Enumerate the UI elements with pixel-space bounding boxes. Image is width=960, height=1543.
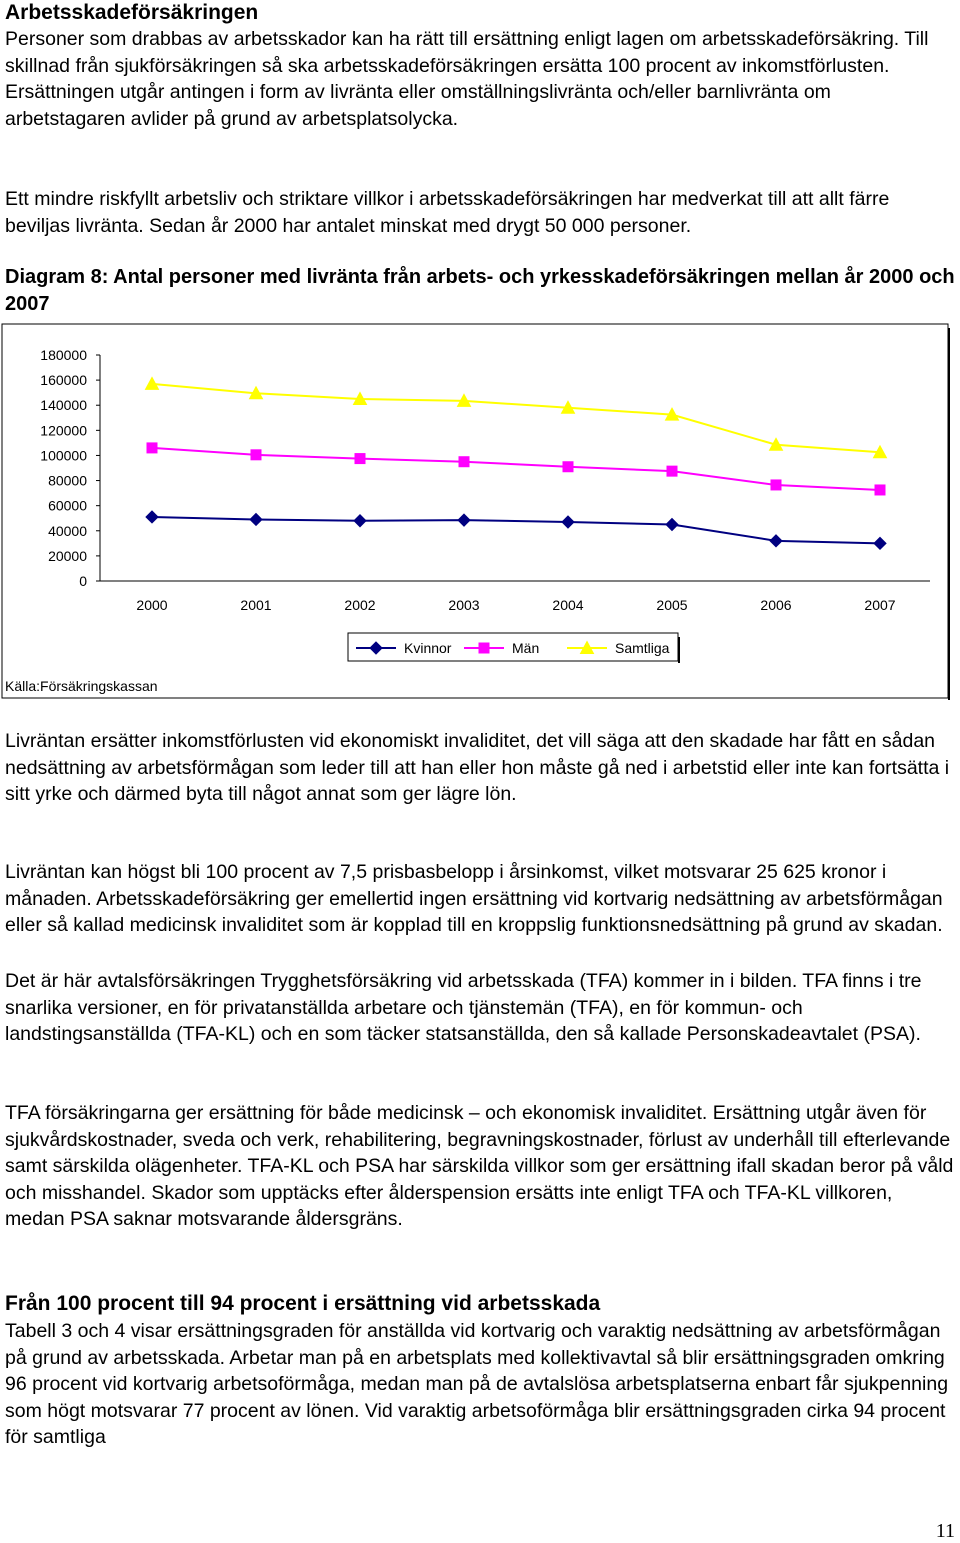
page-number: 11 — [935, 1520, 955, 1542]
legend-label: Samtliga — [615, 640, 670, 656]
paragraph-livranta: Livräntan ersätter inkomstförlusten vid ekonomiskt invaliditet, det vill säga att den skadade har fått en sådan nedsättning av arbetsförmågan som leder till att han eller hon måste gå ned i arbetstid eller inte kan fortsätta i sitt yrke och därmed byta till något annat som ger lägre lön. — [5, 730, 950, 805]
y-tick-label: 60000 — [48, 497, 87, 514]
data-point-man — [251, 449, 262, 460]
line-chart — [0, 322, 950, 702]
y-tick-label: 100000 — [40, 447, 87, 464]
data-point-man — [147, 442, 158, 453]
section-title: Arbetsskadeförsäkringen — [5, 1, 259, 24]
paragraph-tfa: Det är här avtalsförsäkringen Trygghetsförsäkring vid arbetsskada (TFA) kommer in i bilden. TFA finns i tre snarlika versioner, en för privatanställda arbetare och tjänstemän (TFA), en för kommun- och landstingsanställda (TFA-KL) och en som täcker statsanställda, den så kallade Personskadeavtalet (PSA). — [5, 970, 922, 1045]
data-point-man — [667, 466, 678, 477]
legend-label: Män — [512, 640, 540, 656]
data-point-man — [355, 453, 366, 464]
source-note: Källa:Försäkringskassan — [5, 678, 158, 694]
chart-frame-shadow-right — [948, 328, 950, 700]
subheading: Från 100 procent till 94 procent i ersättning vid arbetsskada — [5, 1292, 601, 1315]
paragraph-trend: Ett mindre riskfyllt arbetsliv och striktare villkor i arbetsskadeförsäkringen har medverkat till att allt färre beviljas livränta. Sedan år 2000 har antalet minskat med drygt 50 000 personer. — [5, 188, 890, 237]
x-tick-label: 2000 — [136, 597, 168, 613]
paragraph-max-livranta: Livräntan kan högst bli 100 procent av 7,5 prisbasbelopp i årsinkomst, vilket motsvarar 25 625 kronor i månaden. Arbetsskadeförsäkring ger emellertid ingen ersättning vid kortvarig nedsättning av arbetsförmågan eller så kallad medicinsk invaliditet som är kopplad till en kroppslig funktionsnedsättning på grund av skadan. — [5, 861, 943, 936]
x-tick-label: 2006 — [760, 597, 792, 613]
legend-shadow — [678, 637, 680, 663]
x-tick-label: 2007 — [864, 597, 896, 613]
y-tick-label: 120000 — [40, 422, 87, 439]
legend-marker — [479, 643, 490, 654]
legend-label: Kvinnor — [404, 640, 452, 656]
chart-heading: Diagram 8: Antal personer med livränta från arbets- och yrkesskadeförsäkringen mellan år 2000 och 2007 — [5, 266, 955, 315]
x-tick-label: 2002 — [344, 597, 376, 613]
y-tick-label: 20000 — [48, 547, 87, 564]
y-tick-label: 160000 — [40, 372, 87, 389]
x-tick-label: 2003 — [448, 597, 480, 613]
data-point-man — [459, 456, 470, 467]
data-point-man — [771, 479, 782, 490]
x-tick-label: 2005 — [656, 597, 688, 613]
y-tick-label: 0 — [79, 573, 87, 589]
y-tick-label: 140000 — [40, 397, 87, 414]
data-point-man — [875, 484, 886, 495]
data-point-man — [563, 461, 574, 472]
y-tick-label: 180000 — [40, 347, 87, 363]
paragraph-replacement-rate: Tabell 3 och 4 visar ersättningsgraden för anställda vid kortvarig och varaktig nedsättning av arbetsförmågan på grund av arbetsskada. Arbetar man på en arbetsplats med kollektivavtal så blir ersättningsgraden omkring 96 procent vid kortvarig arbetsoförmåga, medan man på de avtalslösa arbetsplatserna enbart får sjukpenning som högt motsvarar 77 procent av lönen. Vid varaktig arbetsoförmåga blir ersättningsgraden cirka 94 procent för samtliga — [5, 1320, 949, 1448]
x-tick-label: 2004 — [552, 597, 584, 613]
paragraph-tfa-benefits: TFA försäkringarna ger ersättning för både medicinsk – och ekonomisk invaliditet. Ersättning utgår även för sjukvårdskostnader, sveda och verk, rehabilitering, begravningskostnader, förlust av underhåll till efterlevande samt särskilda olägenheter. TFA-KL och PSA har särskilda villkor som ger ersättning ifall skadan beror på våld och misshandel. Skador som upptäcks efter ålderspension ersätts inte enligt TFA och TFA-KL villkoren, medan PSA saknar motsvarande åldersgräns. — [5, 1102, 954, 1230]
y-tick-label: 80000 — [48, 472, 87, 489]
intro-paragraph: Personer som drabbas av arbetsskador kan ha rätt till ersättning enligt lagen om arbetsskadeförsäkring. Till skillnad från sjukförsäkringen så ska arbetsskadeförsäkringen ersätta 100 procent av inkomstförlusten. Ersättningen utgår antingen i form av livränta eller omställningslivränta och/eller barnlivränta om arbetstagaren avlider på grund av arbetsplatsolycka. — [5, 28, 929, 130]
x-tick-label: 2001 — [240, 597, 272, 613]
y-tick-label: 40000 — [48, 522, 87, 539]
